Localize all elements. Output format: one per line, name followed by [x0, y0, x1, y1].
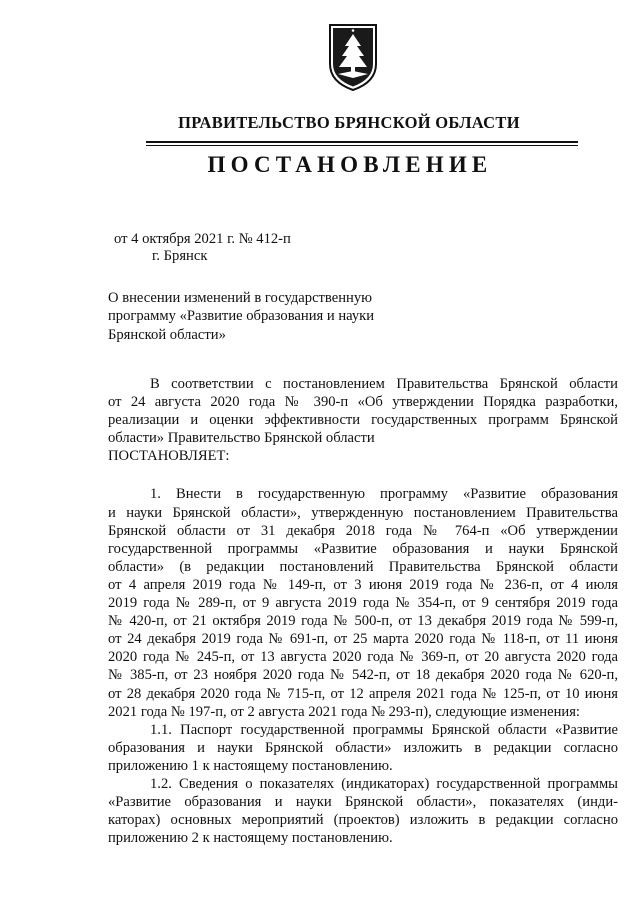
organization-title: ПРАВИТЕЛЬСТВО БРЯНСКОЙ ОБЛАСТИ [178, 113, 520, 132]
item1-line: 1. Внести в государственную программу «Развитие образования [150, 486, 618, 503]
item1-line: 2021 года № 197-п, от 2 августа 2021 года № 293-п), следующие изменения: [108, 703, 580, 720]
subject-block [108, 289, 374, 344]
preamble-line: В соответствии с постановлением Правительства Брянской области [150, 376, 618, 392]
coat-of-arms-emblem [326, 22, 380, 92]
item1-line: от 24 декабря 2019 года № 691-п, от 25 марта 2020 года № 118-п, от 11 июня [108, 631, 618, 648]
item1-line: 2020 года № 245-п, от 13 августа 2020 года № 369-п, от 20 августа 2020 года [108, 649, 618, 666]
subject-line: Брянской области» [108, 326, 226, 343]
document-body [108, 375, 618, 847]
item1-2-line: «Развитие образования и науки Брянской области», показателях (инди- [108, 794, 618, 811]
item1-1-line: 1.1. Паспорт государственной программы Брянской области «Развитие [150, 721, 618, 738]
item1-2-line: приложению 2 к настоящему постановлению. [108, 830, 393, 847]
city-line: г. Брянск [152, 248, 208, 264]
item1-line: и науки Брянской области», утвержденную постановлением Правительства [108, 504, 618, 521]
item1-line: от 28 декабря 2020 года № 715-п, от 12 апреля 2021 года № 125-п, от 10 июня [108, 685, 618, 702]
header-rule-thin [146, 145, 578, 146]
item1-line: № 420-п, от 21 октября 2019 года № 500-п, от 13 декабря 2019 года № 599-п, [108, 613, 618, 630]
item1-2-line: каторах) основных мероприятий (проектов) изложить в редакции согласно [108, 812, 618, 829]
preamble-line: от 24 августа 2020 года № 390-п «Об утверждении Порядка разработки, [108, 394, 618, 411]
item1-line: от 4 апреля 2019 года № 149-п, от 3 июня 2019 года № 236-п, от 4 июля [108, 576, 618, 593]
preamble-line: реализации и оценки эффективности государственных программ Брянской [108, 412, 618, 429]
item1-line: Брянской области от 31 декабря 2018 года № 764-п «Об утверждении [108, 522, 618, 539]
subject-line: О внесении изменений в государственную [108, 290, 373, 306]
paragraph-gap [108, 465, 618, 485]
item1-1-line: приложению 1 к настоящему постановлению. [108, 757, 393, 774]
preamble-line: области» Правительство Брянской области [108, 430, 375, 447]
subject-line: программу «Развитие образования и науки [108, 308, 375, 325]
item1-2-line: 1.2. Сведения о показателях (индикаторах) государственной программы [150, 775, 618, 792]
document-type-heading: ПОСТАНОВЛЕНИЕ [207, 152, 493, 177]
header-rule-thick [146, 141, 578, 143]
resolves-line: ПОСТАНОВЛЯЕТ: [108, 448, 230, 465]
item1-line: 2019 года № 289-п, от 9 августа 2019 года № 354-п, от 9 сентября 2019 года [108, 595, 618, 612]
item1-line: области» (в редакции постановлений Правительства Брянской области [108, 558, 618, 575]
item1-1-line: образования и науки Брянской области» изложить в редакции согласно [108, 739, 618, 756]
item1-line: № 385-п, от 23 ноября 2020 года № 542-п, от 18 декабря 2020 года № 620-п, [108, 667, 618, 684]
date-number-line: от 4 октября 2021 г. № 412-п [114, 231, 291, 247]
item1-line: государственной программы «Развитие образования и науки Брянской [108, 540, 618, 557]
